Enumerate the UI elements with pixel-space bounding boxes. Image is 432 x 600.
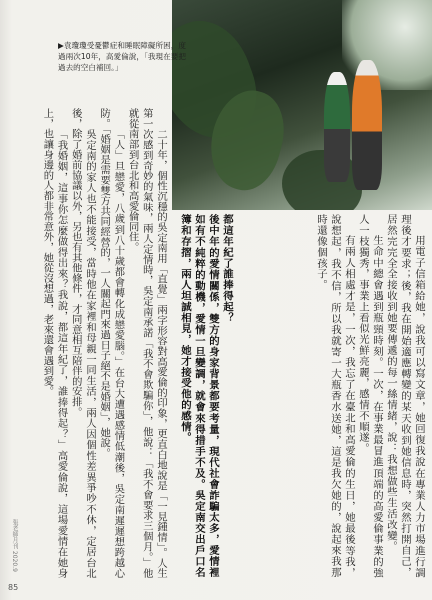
paragraph: 「人」旦戀愛，八歲到八十歲都會轉化成戀愛腦。」在台大遭遇感情低潮後，吳定南遲遲想跨越心防。「婚姻是需要雙方共同經營的，一人關起門來過日子絕不是婚姻」，她說。 [98, 108, 125, 578]
middle-body-text [170, 214, 234, 578]
issue-note: 張老師月刊 2020.9 [11, 519, 18, 572]
left-body-text [12, 108, 168, 578]
section-heading: 都這年紀了誰捧得起？ [221, 214, 233, 323]
photo-caption: ▶袁瓊瓊受憂鬱症和睡眠障礙所困，度過兩次10年，高愛倫說，「我現在要把過去的空白補回。」 [58, 41, 186, 72]
paragraph: 生命中總會遇到瓶頸時刻。一次，在事業最冒進頂端的高愛倫事業的強人一枝獨秀，事業上看似光鮮亮麗，感情不順遂。 [357, 214, 383, 578]
paragraph: 有兩人相處才是，一次，我忘了在臺北和高愛倫的生日，她最後等我，說想起，我不信，所以我就寄一大瓶香水送她，這是我欠她的，說起來我那時還像個孩子。 [315, 214, 355, 578]
paragraph: 用電子信箱給她，說我可以寫文章，她回復我說在專業人力市場進行調理後才要求；後，我在開始適應轉變的某天收到她信息時，突然打開自己，居然完完全全接收到她要傳遞的每一絲情緒，說：我想做些生活改變。 [385, 214, 425, 578]
paragraph: 吳定南的家人也不能接受，當時他在家裡和母親一同生活，兩人因個性差異爭吵不休，定居台北後，除了婚前協議以外，另也有其他條件，才同意相互陪伴的安排。 [69, 108, 96, 578]
page-number: 85 [8, 583, 19, 592]
paragraph: 二十年，個性沉穩的吳定南用「直覺」兩字形容對高愛倫的印象，更直白地說是「一見鍾情」。人生第一次感到奇妙的氣味，兩人定情時，吳定南承諾「我不會欺騙你」，他說：「我不會要求三個月。」他就從南部到台北和高愛倫同住。 [126, 108, 167, 578]
paragraph: 「我婚姻，這事你怎麼做得出來？我說，都這年紀了，誰捧得起？」高愛倫說，這場愛情在她身上，也讓身邊的人都非常意外，她從沒想過，老來還會遇到愛。 [41, 108, 68, 578]
right-body-text [236, 214, 426, 578]
bold-paragraph: 後中年的愛情關係，雙方的身家背景都要考量，現代社會詐騙太多，愛情裡如有不純粹的動機，愛情一旦變調，就會來得措手不及。吳定南交出戶口名簿和存摺，兩人坦誠相見，她才接受他的感情。 [179, 214, 219, 578]
